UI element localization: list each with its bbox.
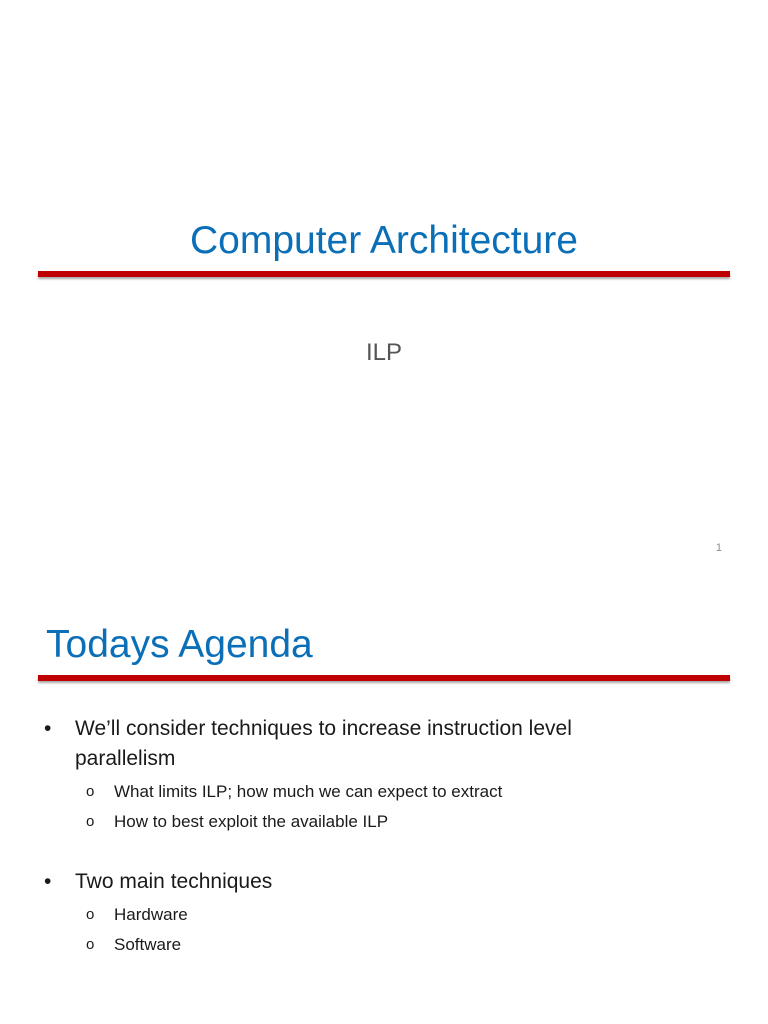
title-underline-rule (38, 271, 730, 277)
bullet-item (0, 714, 768, 837)
bullet-text: We’ll consider techniques to increase instruction level parallelism (75, 717, 572, 770)
agenda-slide (0, 576, 768, 1024)
page-number: 1 (715, 542, 722, 554)
sub-bullet-item (0, 930, 768, 960)
sub-bullet-list (0, 900, 768, 960)
sub-bullet-marker: o (86, 783, 95, 800)
sub-bullet-item (0, 900, 768, 930)
slide-title: Todays Agenda (46, 623, 313, 666)
sub-bullet-marker: o (86, 813, 95, 830)
bullet-item (0, 867, 768, 960)
sub-bullet-text: Software (114, 935, 182, 954)
sub-bullet-marker: o (86, 906, 95, 923)
sub-bullet-text: What limits ILP; how much we can expect to extract (114, 782, 503, 801)
bullet-marker: • (44, 717, 52, 740)
slide-title: Computer Architecture (189, 219, 578, 262)
bullet-text: Two main techniques (75, 870, 273, 893)
bullet-marker: • (44, 870, 52, 893)
sub-bullet-item (0, 807, 768, 837)
sub-bullet-list (0, 777, 768, 837)
sub-bullet-item (0, 777, 768, 807)
sub-bullet-marker: o (86, 936, 95, 953)
slide-subtitle: ILP (365, 339, 403, 366)
sub-bullet-text: How to best exploit the available ILP (114, 812, 389, 831)
sub-bullet-text: Hardware (114, 905, 188, 924)
title-underline-rule (38, 675, 730, 681)
bullet-list (0, 714, 768, 960)
